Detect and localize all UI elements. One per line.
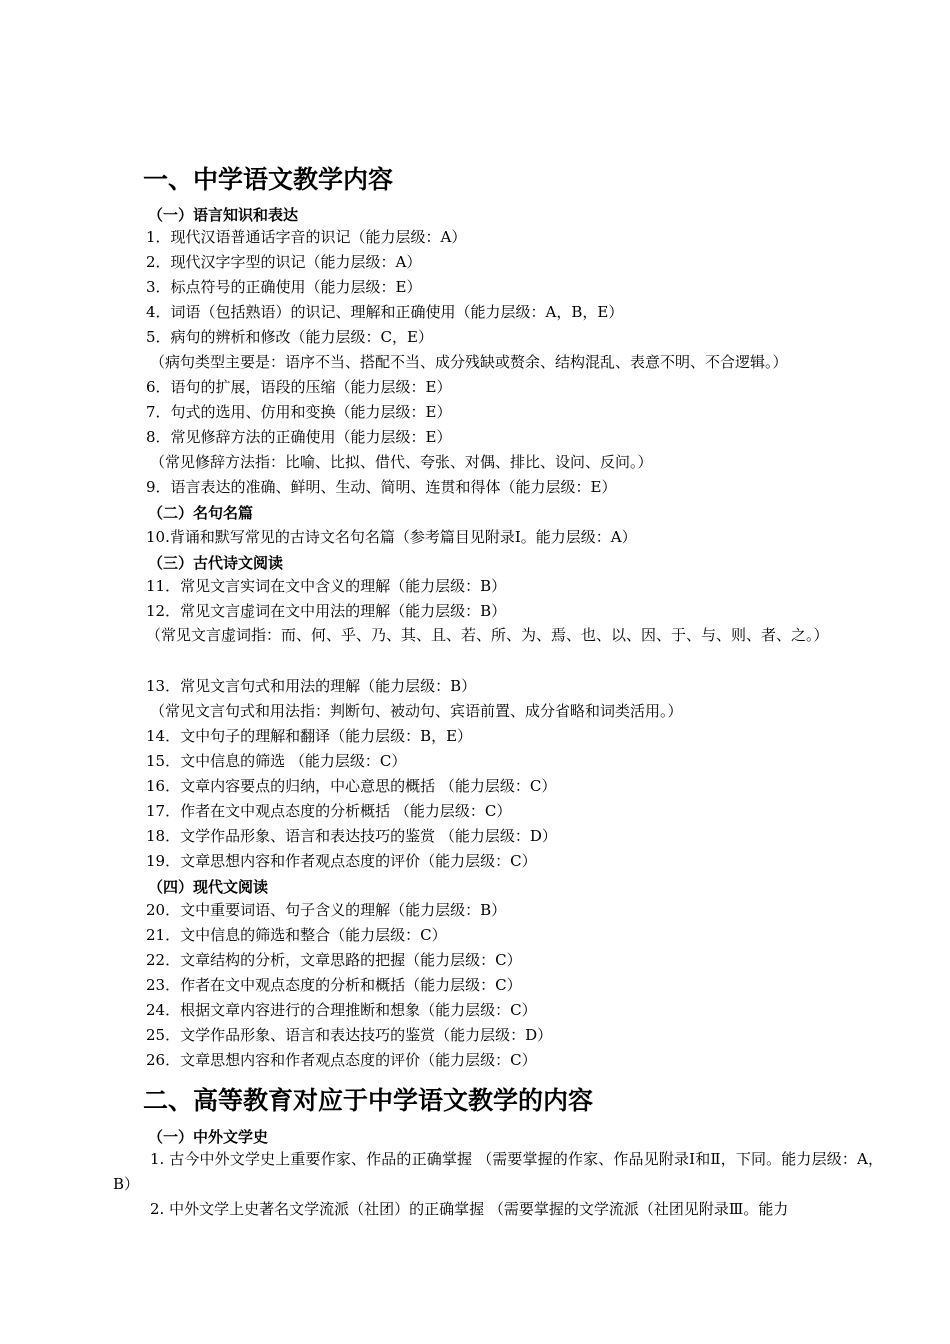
list-item: 13．常见文言句式和用法的理解（能力层级：B） bbox=[146, 677, 477, 695]
list-item: 12．常见文言虚词在文中用法的理解（能力层级：B） bbox=[146, 602, 507, 620]
list-item: 15．文中信息的筛选 （能力层级：C） bbox=[146, 752, 407, 770]
list-note-wrapped: （常见文言虚词指：而、何、乎、乃、其、且、若、所、为、焉、也、以、因、于、与、则、者、之。） bbox=[146, 626, 829, 644]
subsection-literary-history: （一）中外文学史 bbox=[148, 1128, 269, 1146]
list-item: 10.背诵和默写常见的古诗文名句名篇（参考篇目见附录Ⅰ。能力层级：A） bbox=[146, 528, 637, 546]
subsection-language-knowledge: （一）语言知识和表达 bbox=[148, 206, 299, 224]
list-item: 1．现代汉语普通话字音的识记（能力层级：A） bbox=[146, 228, 467, 246]
list-item: 4．词语（包括熟语）的识记、理解和正确使用（能力层级：A，B，E） bbox=[146, 303, 624, 321]
list-item: 3．标点符号的正确使用（能力层级：E） bbox=[146, 278, 422, 296]
list-item: 21．文中信息的筛选和整合（能力层级：C） bbox=[146, 926, 447, 944]
list-item: 25．文学作品形象、语言和表达技巧的鉴赏（能力层级：D） bbox=[146, 1026, 553, 1044]
list-item: 26．文章思想内容和作者观点态度的评价（能力层级：C） bbox=[146, 1051, 537, 1069]
list-item: 8．常见修辞方法的正确使用（能力层级：E） bbox=[146, 428, 452, 446]
list-item: 22．文章结构的分析，文章思路的把握（能力层级：C） bbox=[146, 951, 522, 969]
list-item: 5．病句的辨析和修改（能力层级：C，E） bbox=[146, 328, 433, 346]
list-item: 9．语言表达的准确、鲜明、生动、简明、连贯和得体（能力层级：E） bbox=[146, 478, 617, 496]
section-1-title: 一、中学语文教学内容 bbox=[143, 165, 394, 194]
list-item: 6．语句的扩展，语段的压缩（能力层级：E） bbox=[146, 378, 452, 396]
list-note: （病句类型主要是：语序不当、搭配不当、成分残缺或赘余、结构混乱、表意不明、不合逻辑。） bbox=[150, 353, 788, 371]
list-item: 11．常见文言实词在文中含义的理解（能力层级：B） bbox=[146, 577, 507, 595]
list-note: （常见修辞方法指：比喻、比拟、借代、夸张、对偶、排比、设问、反问。） bbox=[150, 453, 653, 471]
list-item: 2．现代汉字字型的识记（能力层级：A） bbox=[146, 253, 422, 271]
list-item: 17．作者在文中观点态度的分析概括 （能力层级：C） bbox=[146, 802, 512, 820]
section-2-title: 二、高等教育对应于中学语文教学的内容 bbox=[143, 1086, 594, 1115]
list-note: （常见文言句式和用法指：判断句、被动句、宾语前置、成分省略和词类活用。） bbox=[150, 702, 683, 720]
subsection-famous-passages: （二）名句名篇 bbox=[148, 504, 254, 522]
list-item: 14．文中句子的理解和翻译（能力层级：B，E） bbox=[146, 727, 473, 745]
paragraph: 1. 古今中外文学史上重要作家、作品的正确掌握 （需要掌握的作家、作品见附录Ⅰ和Ⅱ，下同。能力层级：A，B） bbox=[113, 1150, 883, 1193]
list-item: 16．文章内容要点的归纳，中心意思的概括 （能力层级：C） bbox=[146, 777, 557, 795]
subsection-modern-reading: （四）现代文阅读 bbox=[148, 878, 269, 896]
list-item: 19．文章思想内容和作者观点态度的评价（能力层级：C） bbox=[146, 852, 537, 870]
list-item: 7．句式的选用、仿用和变换（能力层级：E） bbox=[146, 403, 452, 421]
list-item: 23．作者在文中观点态度的分析和概括（能力层级：C） bbox=[146, 976, 522, 994]
paragraph: 2. 中外文学上史著名文学流派（社团）的正确掌握 （需要掌握的文学流派（社团见附录Ⅲ。能力 bbox=[150, 1200, 789, 1218]
list-item: 18．文学作品形象、语言和表达技巧的鉴赏 （能力层级：D） bbox=[146, 827, 557, 845]
subsection-classical-reading: （三）古代诗文阅读 bbox=[148, 554, 284, 572]
list-item: 24．根据文章内容进行的合理推断和想象（能力层级：C） bbox=[146, 1001, 537, 1019]
list-item: 20．文中重要词语、句子含义的理解（能力层级：B） bbox=[146, 901, 507, 919]
